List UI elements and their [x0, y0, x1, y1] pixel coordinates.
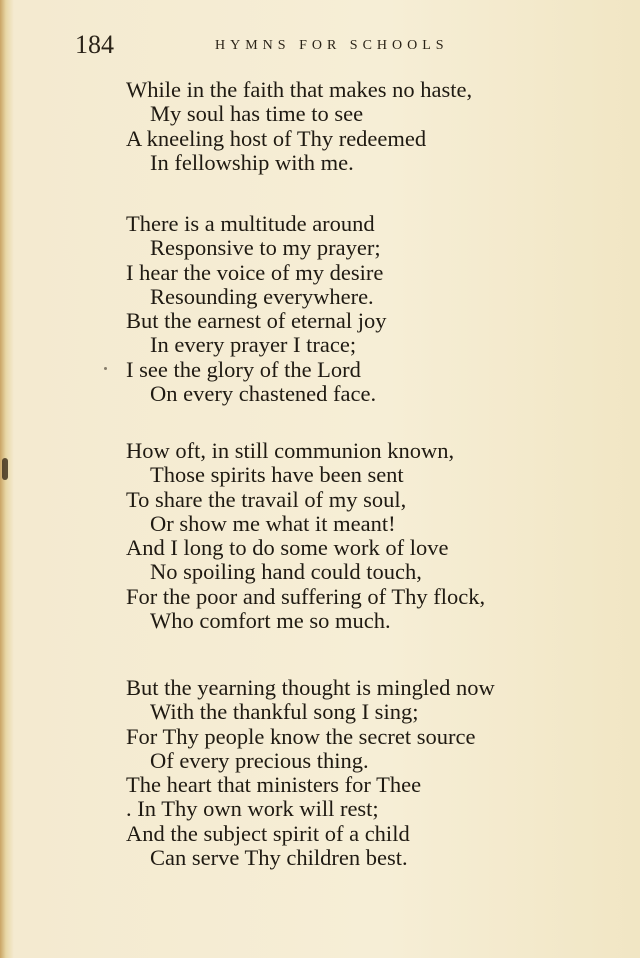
verse-line: For the poor and suffering of Thy flock,: [126, 583, 486, 609]
verse-line: Or show me what it meant!: [150, 510, 396, 536]
verse-line: How oft, in still communion known,: [126, 438, 455, 463]
verse-line: While in the faith that makes no haste,: [126, 77, 473, 102]
verse-line: But the earnest of eternal joy: [126, 308, 387, 334]
stanza-2: [126, 212, 606, 406]
ink-speck: [104, 367, 107, 370]
verse-line: Of every precious thing.: [150, 747, 369, 773]
stanza-3: [126, 439, 606, 633]
verse-line: My soul has time to see: [150, 101, 364, 127]
stanza-4: [126, 676, 606, 870]
verse-line: . In Thy own work will rest;: [126, 796, 379, 822]
verse-line: No spoiling hand could touch,: [150, 559, 422, 585]
verse-line: Who comfort me so much.: [150, 608, 391, 634]
verse-line: On every chastened face.: [150, 381, 377, 407]
verse-line: The heart that ministers for Thee: [126, 772, 422, 798]
verse-line: And the subject spirit of a child: [126, 820, 410, 846]
verse-line: I hear the voice of my desire: [126, 259, 384, 285]
verse-line: Those spirits have been sent: [150, 462, 404, 488]
verse-line: I see the glory of the Lord: [126, 356, 361, 382]
verse-line: But the yearning thought is mingled now: [126, 675, 495, 700]
verse-line: A kneeling host of Thy redeemed: [126, 125, 427, 151]
page-number: 184: [75, 30, 114, 59]
verse-line: For Thy people know the secret source: [126, 723, 476, 749]
page-header: [75, 30, 575, 60]
verse-line: Can serve Thy children best.: [150, 845, 408, 871]
verse-line: With the thankful song I sing;: [150, 699, 419, 725]
verse-line: In fellowship with me.: [150, 149, 354, 175]
verse-line: There is a multitude around: [126, 211, 375, 236]
running-title: HYMNS FOR SCHOOLS: [215, 38, 449, 53]
binding-mark: [2, 458, 8, 480]
verse-line: Resounding everywhere.: [150, 283, 374, 309]
verse-line: In every prayer I trace;: [150, 332, 357, 358]
verse-line: To share the travail of my soul,: [126, 486, 407, 512]
stanza-1: [126, 78, 606, 175]
verse-line: Responsive to my prayer;: [150, 235, 381, 261]
verse-line: And I long to do some work of love: [126, 535, 449, 561]
